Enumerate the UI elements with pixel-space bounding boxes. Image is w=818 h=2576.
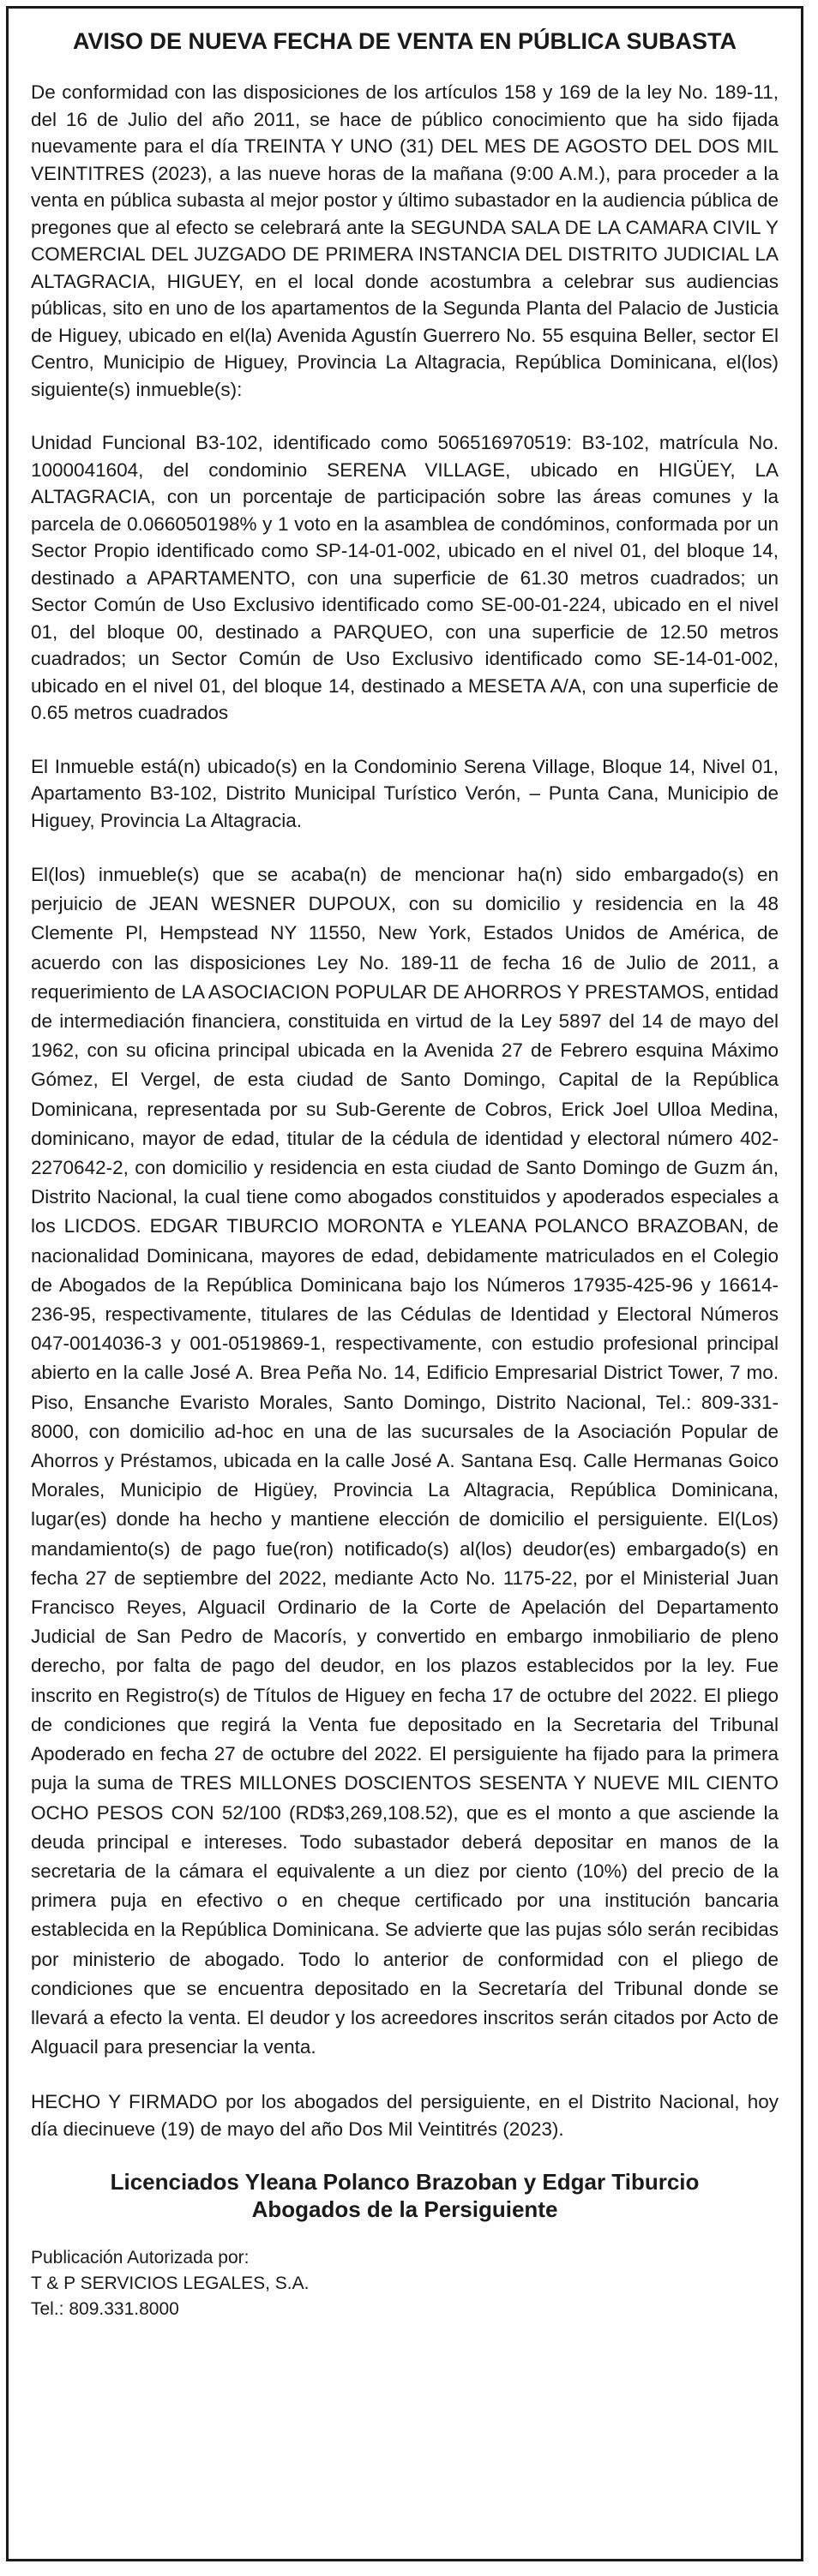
- paragraph-signed: HECHO Y FIRMADO por los abogados del persiguiente, en el Distrito Nacional, hoy día diecinueve (19) de mayo del año Dos Mil Veintitrés (2023).: [31, 2091, 779, 2140]
- paragraph-sale-date: De conformidad con las disposiciones de los artículos 158 y 169 de la ley No. 189-11, del 16 de Julio del año 2011, se hace de público conocimiento que ha sido fijada nuevamente para el día TREINTA Y UNO (31) DEL MES DE AGOSTO DEL DOS MIL VEINTITRES (2023), a las nueve horas de la mañana (9:00 A.M.), para proceder a la venta en pública subasta al mejor postor y último subastador en la audiencia pública de pregones que al efecto se celebrará ante la SEGUNDA SALA DE LA CAMARA CIVIL Y COMERCIAL DEL JUZGADO DE PRIMERA INSTANCIA DEL DISTRITO JUDICIAL LA ALTAGRACIA, HIGUEY, en el local donde acostumbra a celebrar sus audiencias públicas, sito en uno de los apartamentos de la Segunda Planta del Palacio de Justicia de Higuey, ubicado en el(la) Avenida Agustín Guerrero No. 55 esquina Beller, sector El Centro, Municipio de Higuey, Provincia La Altagracia, República Dominicana, el(los) siguiente(s) inmueble(s):: [31, 81, 779, 400]
- publication-footer: [31, 2245, 779, 2322]
- notice-title: AVISO DE NUEVA FECHA DE VENTA EN PÚBLICA SUBASTA: [72, 28, 737, 54]
- signature-role: Abogados de la Persiguiente: [251, 2196, 558, 2223]
- footer-company: T & P SERVICIOS LEGALES, S.A.: [31, 2273, 310, 2294]
- footer-phone: Tel.: 809.331.8000: [31, 2299, 179, 2320]
- signature-lawyers: Licenciados Yleana Polanco Brazoban y Edgar Tiburcio: [110, 2169, 700, 2196]
- signature-block: [31, 2168, 779, 2223]
- paragraph-seizure-details: El(los) inmueble(s) que se acaba(n) de mencionar ha(n) sido embargado(s) en perjuicio de JEAN WESNER DUPOUX, con su domicilio y residencia en la 48 Clemente Pl, Hempstead NY 11550, New York, Estados Unidos de América, de acuerdo con las disposiciones Ley No. 189-11 de fecha 16 de Julio de 2011, a requerimiento de LA ASOCIACION POPULAR DE AHORROS Y PRESTAMOS, entidad de intermediación financiera, constituida en virtud de la Ley 5897 del 14 de mayo del 1962, con su oficina principal ubicada en la Avenida 27 de Febrero esquina Máximo Gómez, El Vergel, de esta ciudad de Santo Domingo, Capital de la República Dominicana, representada por su Sub-Gerente de Cobros, Erick Joel Ulloa Medina, dominicano, mayor de edad, titular de la cédula de identidad y electoral número 402-2270642-2, con domicilio y residencia en esta ciudad de Santo Domingo de Guzm án, Distrito Nacional, la cual tiene como abogados constituidos y apoderados especiales a los LICDOS. EDGAR TIBURCIO MORONTA e YLEANA POLANCO BRAZOBAN, de nacionalidad Dominicana, mayores de edad, debidamente matriculados en el Colegio de Abogados de la República Dominicana bajo los Números 17935-425-96 y 16614-236-95, respectivamente, titulares de las Cédulas de Identidad y Electoral Números 047-0014036-3 y 001-0519869-1, respectivamente, con estudio profesional principal abierto en la calle José A. Brea Peña No. 14, Edificio Empresarial District Tower, 7 mo. Piso, Ensanche Evaristo Morales, Santo Domingo, Distrito Nacional, Tel.: 809-331-8000, con domicilio ad-hoc en una de las sucursales de la Asociación Popular de Ahorros y Préstamos, ubicada en la calle José A. Santana Esq. Calle Hermanas Goico Morales, Municipio de Higüey, Provincia La Altagracia, República Dominicana, lugar(es) donde ha hecho y mantiene elección de domicilio el persiguiente. El(Los) mandamiento(s) de pago fue(ron) notificado(s) al(los) deudor(es) embargado(s) en fecha 27 de septiembre del 2022, mediante Acto No. 1175-22, por el Ministerial Juan Francisco Reyes, Alguacil Ordinario de la Corte de Apelación del Departamento Judicial de San Pedro de Macorís, y convertido en embargo inmobiliario de pleno derecho, por falta de pago del deudor, en los plazos establecidos por la ley. Fue inscrito en Registro(s) de Títulos de Higuey en fecha 17 de octubre del 2022. El pliego de condiciones que regirá la Venta fue depositado en la Secretaria del Tribunal Apoderado en fecha 27 de octubre del 2022. El persiguiente ha fijado para la primera puja la suma de TRES MILLONES DOSCIENTOS SESENTA Y NUEVE MIL CIENTO OCHO PESOS CON 52/100 (RD$3,269,108.52), que es el monto a que asciende la deuda principal e intereses. Todo subastador deberá depositar en manos de la secretaria de la cámara el equivalente a un diez por ciento (10%) del precio de la primera puja en efectivo o en cheque certificado por una institución bancaria establecida en la República Dominicana. Se advierte que las pujas sólo serán recibidas por ministerio de abogado. Todo lo anterior de conformidad con el pliego de condiciones que se encuentra depositado en la Secretaría del Tribunal donde se llevará a efecto la venta. El deudor y los acreedores inscritos serán citados por Acto de Alguacil para presenciar la venta.: [31, 864, 779, 2058]
- legal-notice: [6, 6, 803, 2561]
- paragraph-property-location: El Inmueble está(n) ubicado(s) en la Condominio Serena Village, Bloque 14, Nivel 01, Apartamento B3-102, Distrito Municipal Turístico Verón, – Punta Cana, Municipio de Higuey, Provincia La Altagracia.: [31, 755, 779, 831]
- paragraph-property-description: Unidad Funcional B3-102, identificado como 506516970519: B3-102, matrícula No. 1000041604, del condominio SERENA VILLAGE, ubicado en HIGÜEY, LA ALTAGRACIA, con un porcentaje de participación sobre las áreas comunes y la parcela de 0.066050198% y 1 voto en la asamblea de condóminos, conformada por un Sector Propio identificado como SP-14-01-002, ubicado en el nivel 01, del bloque 14, destinado a APARTAMENTO, con una superficie de 61.30 metros cuadrados; un Sector Común de Uso Exclusivo identificado como SE-00-01-224, ubicado en el nivel 01, del bloque 00, destinado a PARQUEO, con una superficie de 12.50 metros cuadrados; un Sector Común de Uso Exclusivo identificado como SE-14-01-002, ubicado en el nivel 01, del bloque 14, destinado a MESETA A/A, con una superficie de 0.65 metros cuadrados: [31, 432, 779, 723]
- footer-authorized-by: Publicación Autorizada por:: [31, 2248, 250, 2268]
